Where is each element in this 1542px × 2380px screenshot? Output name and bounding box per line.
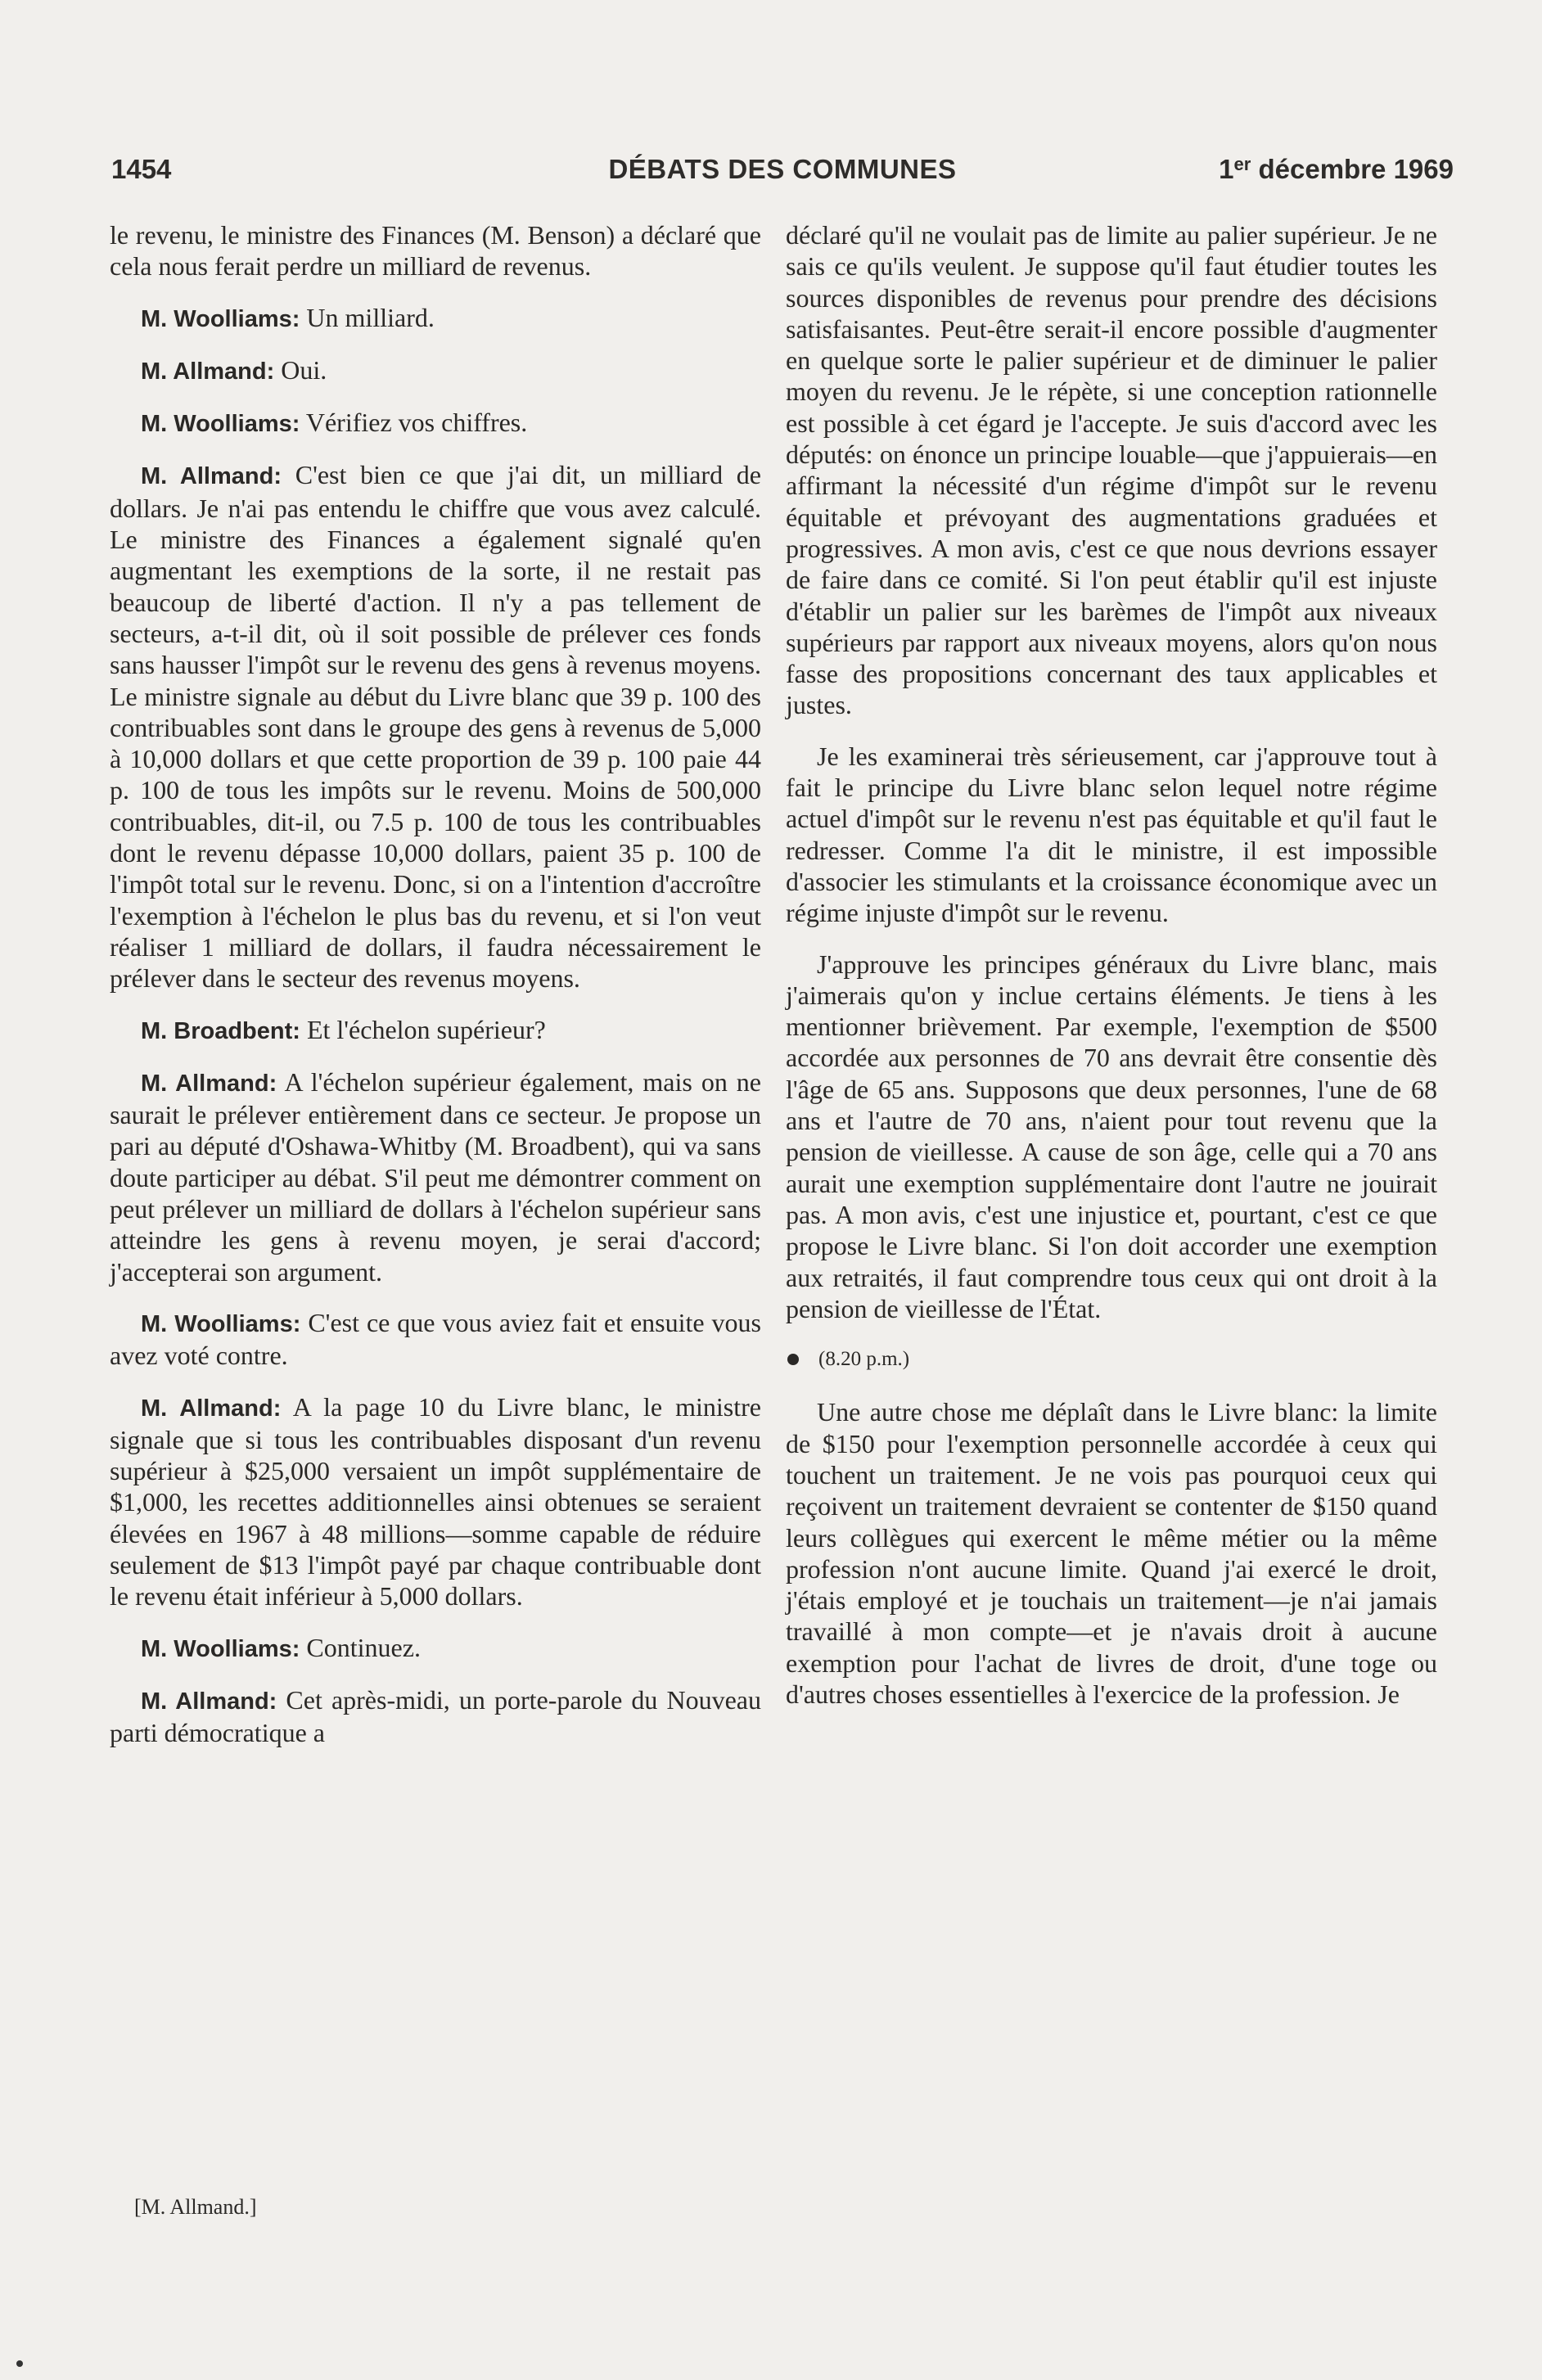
left-column (110, 219, 761, 1768)
speech (110, 1014, 761, 1047)
time-text: (8.20 p.m.) (818, 1348, 910, 1371)
speech-text: Cet après-midi, un porte-parole du Nouveau parti démocratique a (110, 1684, 761, 1748)
paragraph: J'approuve les principes généraux du Livre blanc, mais j'aimerais qu'on y inclue certains éléments. Je tiens à les mentionner brièvement. Par exemple, l'exemption de $500 accordée aux personnes de 70 ans devrait être consentie dès l'âge de 65 ans. Supposons que deux personnes, l'une de 68 ans et l'autre de 70 ans, n'aient pour tout revenu que la pension de vieillesse. A cause de son âge, celle qui a 70 ans aurait une exemption supplémentaire dont l'autre ne jouirait pas. A mon avis, c'est une injustice et, pourtant, c'est ce que propose le Livre blanc. Si l'on doit accorder une exemption aux retraités, il faut comprendre tous ceux qui ont droit à la pension de vieillesse de l'État. (786, 949, 1437, 1323)
speech-text: Un milliard. (300, 302, 435, 332)
scan-speck (16, 2360, 23, 2367)
speech (110, 302, 761, 335)
speech (110, 354, 761, 387)
speech-text: C'est bien ce que j'ai dit, un milliard de dollars. Je n'ai pas entendu le chiffre que vous avez calculé. Le ministre des Finances a également signalé qu'en augmentant les exemptions de la sorte, il ne restait pas beaucoup de liberté d'action. Il n'y a pas tellement de secteurs, a-t-il dit, où il soit possible de prélever ces fonds sans hausser l'impôt sur le revenu des gens à revenus moyens. Le ministre signale au début du Livre blanc que 39 p. 100 des contribuables sont dans le groupe des gens à revenus de 5,000 à 10,000 dollars et que cette proportion de 39 p. 100 paie 44 p. 100 de tous les impôts sur le revenu. Moins de 500,000 contribuables, dit-il, ou 7.5 p. 100 de tous les contribuables dont le revenu dépasse 10,000 dollars, paient 35 p. 100 de l'impôt total sur le revenu. Donc, si on a l'intention d'accroître l'exemption à l'échelon le plus bas du revenu, et si l'on veut réaliser 1 milliard de dollars, il faudra nécessairement le prélever dans le secteur des revenus moyens. (110, 460, 762, 994)
paragraph: déclaré qu'il ne voulait pas de limite au palier supérieur. Je ne sais ce qu'ils veulent. Je suppose qu'il faut étudier toutes les sources disponibles de revenus pour prendre des décisions satisfaisantes. Peut-être serait-il encore possible d'augmenter en quelque sorte le palier supérieur et de diminuer le palier moyen du revenu. Je le répète, si une conception rationnelle est possible à cet égard je l'accepte. Je suis d'accord avec les députés: on énonce un principe louable—que j'appuierais—en affirmant la nécessité d'un régime d'impôt sur le revenu équitable et prévoyant des augmentations graduées et progressives. A mon avis, c'est ce que nous devrions essayer de faire dans ce comité. Si l'on peut établir qu'il est injuste d'établir un palier sur les barèmes de l'impôt aux niveaux supérieurs par rapport aux niveaux moyens, alors qu'on nous fasse des propositions concernant des taux applicables et justes. (786, 220, 1437, 720)
publication-title: DÉBATS DES COMMUNES (608, 154, 957, 184)
page-number: 1454 (111, 154, 172, 184)
speech (110, 1307, 761, 1372)
speaker-name: M. Woolliams: (141, 1310, 301, 1337)
speaker-name: M. Allmand: (141, 1070, 277, 1097)
speech (110, 1391, 761, 1612)
speech (110, 459, 761, 994)
speech-text: C'est ce que vous aviez fait et ensuite vous avez voté contre. (110, 1307, 761, 1371)
speaker-name: M. Broadbent: (141, 1017, 300, 1044)
date-ordinal: er (1233, 154, 1251, 174)
page-header (111, 154, 1454, 195)
speech (110, 1684, 761, 1749)
speech-text: A l'échelon supérieur également, mais on ne saurait le prélever entièrement dans ce secteur. Je propose un pari au député d'Oshawa-Whitby (M. Broadbent), qui va sans doute participer au débat. S'il peut me démontrer comment on peut prélever un milliard de dollars à l'échelon supérieur sans atteindre les gens à revenu moyen, je serai d'accord; j'accepterai son argument. (110, 1066, 761, 1287)
paragraph: Une autre chose me déplaît dans le Livre blanc: la limite de $150 pour l'exemption personnelle accordée à ceux qui touchent un traitement. Je ne vois pas pourquoi ceux qui reçoivent un traitement devraient se contenter de $150 quand leurs collègues qui exercent le même métier ou la même profession n'ont aucune limite. Quand j'ai exercé le droit, j'étais employé et je touchais un traitement—je n'ai jamais travaillé à mon compte—et je n'avais droit à aucune exemption pour l'achat de livres de droit, d'une toge ou d'autres choses essentielles à l'exercice de la profession. Je (786, 1397, 1437, 1710)
bullet-icon (787, 1354, 799, 1365)
speech-text: Vérifiez vos chiffres. (300, 408, 528, 438)
speech (110, 407, 761, 439)
page-date (1219, 154, 1454, 185)
speech-text: Et l'échelon supérieur? (300, 1014, 546, 1044)
speaker-name: M. Woolliams: (141, 411, 300, 438)
date-day: 1 (1219, 154, 1234, 184)
speech (110, 1632, 761, 1665)
paragraph: le revenu, le ministre des Finances (M. Benson) a déclaré que cela nous ferait perdre un milliard de revenus. (110, 220, 761, 282)
speech-text: Oui. (274, 354, 327, 385)
speech-text: Continuez. (300, 1632, 421, 1662)
speaker-name: M. Allmand: (141, 1395, 282, 1422)
date-rest: décembre 1969 (1251, 154, 1454, 184)
speaker-footer-ref: [M. Allmand.] (134, 2195, 257, 2219)
speaker-name: M. Allmand: (141, 358, 275, 385)
speaker-name: M. Allmand: (141, 1688, 277, 1715)
paragraph: Je les examinerai très sérieusement, car j'approuve tout à fait le principe du Livre blanc selon lequel notre régime actuel d'impôt sur le revenu n'est pas équitable et qu'il faut le redresser. Comme l'a dit le ministre, il est impossible d'associer les stimulants et la croissance économique avec un régime injuste d'impôt sur le revenu. (786, 741, 1437, 928)
speech-text: A la page 10 du Livre blanc, le ministre signale que si tous les contribuables disposant d'un revenu supérieur à $25,000 versaient un impôt supplémentaire de $1,000, les recettes additionnelles ainsi obtenues se seraient élevées en 1967 à 48 millions—somme capable de réduire seulement de $13 l'impôt payé par chaque contribuable dont le revenu était inférieur à 5,000 dollars. (110, 1391, 761, 1611)
time-stamp (786, 1344, 1437, 1375)
speaker-name: M. Allmand: (141, 463, 282, 490)
speech (110, 1066, 761, 1287)
speaker-name: M. Woolliams: (141, 305, 300, 332)
right-column (786, 219, 1437, 1729)
speaker-name: M. Woolliams: (141, 1635, 300, 1662)
